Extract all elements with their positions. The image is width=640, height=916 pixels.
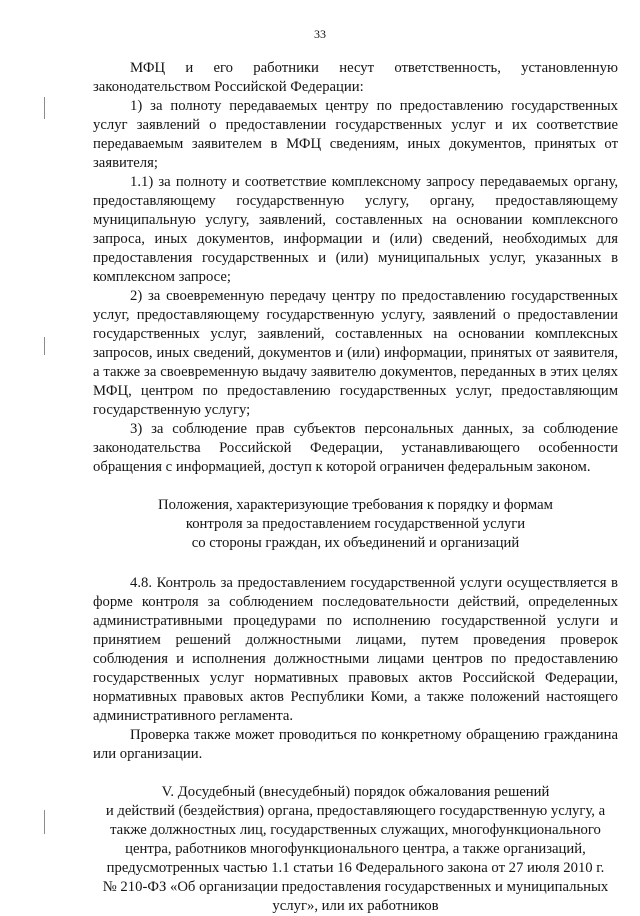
margin-mark [44,97,45,119]
paragraph-item-3: 3) за соблюдение прав субъектов персональных данных, за соблюдение законодательства Российской Федерации, устанавливающего особенности обращения с информацией, доступ к которой ограничен федеральным законом. [93,421,618,475]
margin-mark [44,337,45,355]
heading-line: № 210-ФЗ «Об организации предоставления государственных и муниципальных [102,879,609,895]
paragraph-4-8: 4.8. Контроль за предоставлением государственной услуги осуществляется в форме контроля за соблюдением последовательности действий, определенных административными процедурами по исполнению государственной услуги и принятием решений должностными лицами, путем проведения проверок соблюдения и исполнения должностными лицами центров по предоставлению государственных услуг нормативных правовых актов Российской Федерации, нормативных правовых актов Республики Коми, а также положений настоящего административного регламента. [93,575,618,724]
paragraph-item-1: 1) за полноту передаваемых центру по предоставлению государственных услуг заявлений о предоставлении государственных услуг и их соответствие передаваемым заявителем в МФЦ сведениям, иных документов, принятых от заявителя; [93,98,618,171]
heading-line: услуг», или их работников [272,898,439,914]
heading-line: со стороны граждан, их объединений и организаций [191,535,520,551]
paragraph-item-1-1: 1.1) за полноту и соответствие комплексному запросу передаваемых органу, предоставляющему государственную услугу, органу, предоставляющему муниципальную услугу, заявлений, составленных на основании комплексного запроса, иных документов, информации и (или) сведений, необходимых для предоставления государственных и (или) муниципальных услуг, указанных в комплексном запросе; [93,174,618,285]
heading-line: предусмотренных частью 1.1 статьи 16 Федерального закона от 27 июля 2010 г. [106,860,605,876]
heading-line: центра, работников многофункционального центра, а также организаций, [125,841,586,857]
section-heading-v [93,783,618,916]
heading-line: V. Досудебный (внесудебный) порядок обжалования решений [161,784,550,800]
paragraph-inspection: Проверка также может проводиться по конкретному обращению гражданина или организации. [93,727,618,762]
heading-line: контроля за предоставлением государственной услуги [185,516,526,532]
margin-mark [44,810,45,834]
heading-line: Положения, характеризующие требования к порядку и формам [158,497,553,513]
document-body [93,59,618,916]
section-heading-control [93,496,618,553]
heading-line: также должностных лиц, государственных служащих, многофункционального [110,822,601,838]
page-number: 33 [314,27,326,41]
heading-line: и действий (бездействия) органа, предоставляющего государственную услугу, а [105,803,606,819]
paragraph-item-2: 2) за своевременную передачу центру по предоставлению государственных услуг, предоставляющему государственную услугу, заявлений о предоставлении государственных услуг, заявлений, составленных на основании комплексных запросов, иных сведений, документов и (или) информации, принятых от заявителя, а также за своевременную выдачу заявителю документов, переданных в этих целях МФЦ, центром по предоставлению государственных услуг, предоставляющим государственную услугу; [93,288,618,418]
paragraph-mfc-responsibility: МФЦ и его работники несут ответственность, установленную законодательством Российской Федерации: [93,60,618,95]
